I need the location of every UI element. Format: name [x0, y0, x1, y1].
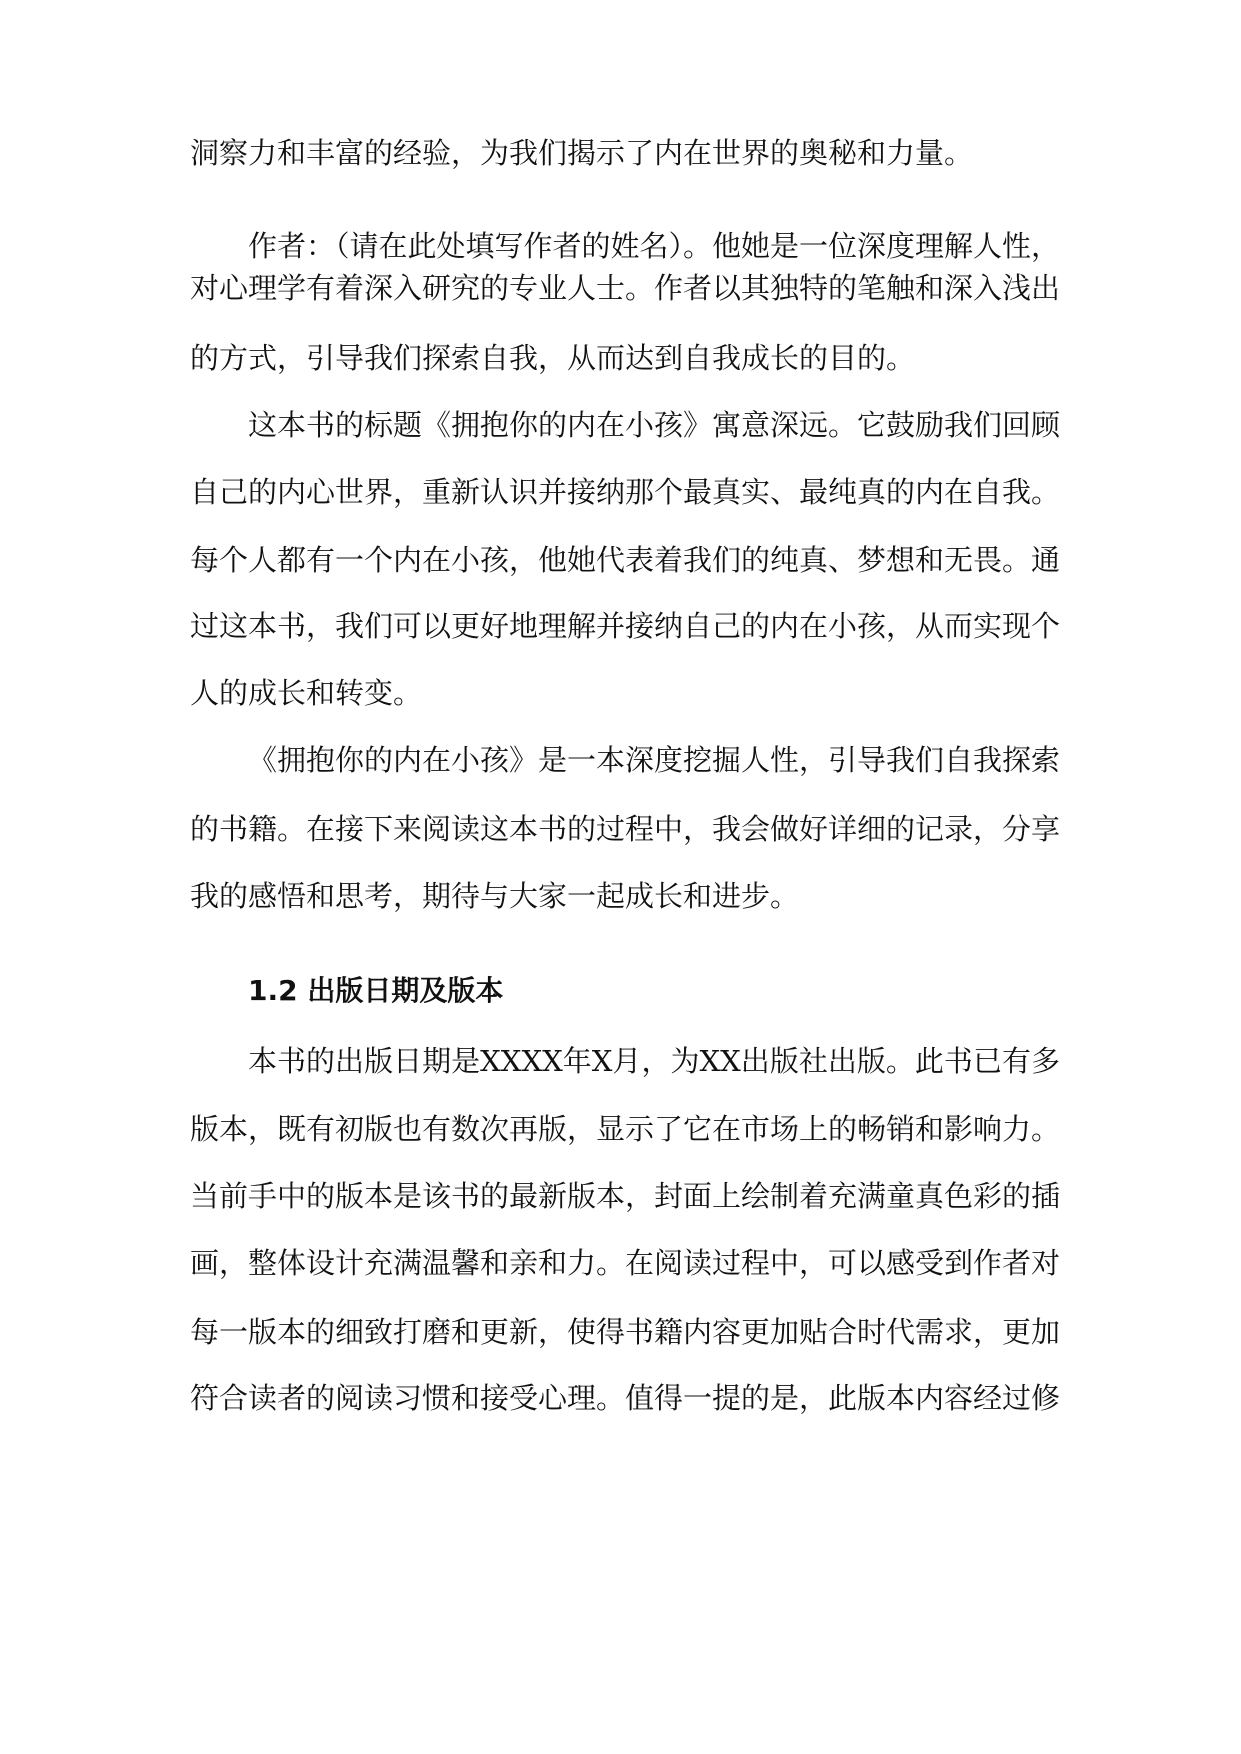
paragraph-line: 符合读者的阅读习惯和接受心理。值得一提的是，此版本内容经过修 — [190, 1381, 1061, 1415]
paragraph-line: 版本，既有初版也有数次再版，显示了它在市场上的畅销和影响力。 — [190, 1112, 1061, 1146]
paragraph-line: 当前手中的版本是该书的最新版本，封面上绘制着充满童真色彩的插 — [190, 1179, 1061, 1213]
paragraph-line: 对心理学有着深入研究的专业人士。作者以其独特的笔触和深入浅出 — [190, 271, 1061, 305]
paragraph-line: 每一版本的细致打磨和更新，使得书籍内容更加贴合时代需求，更加 — [190, 1315, 1061, 1349]
paragraph-line: 这本书的标题《拥抱你的内在小孩》寓意深远。它鼓励我们回顾 — [248, 408, 1061, 442]
paragraph-line: 画，整体设计充满温馨和亲和力。在阅读过程中，可以感受到作者对 — [190, 1246, 1061, 1280]
paragraph-line: 每个人都有一个内在小孩，他她代表着我们的纯真、梦想和无畏。通 — [190, 543, 1061, 577]
paragraph-line: 的书籍。在接下来阅读这本书的过程中，我会做好详细的记录，分享 — [190, 812, 1061, 846]
paragraph-line: 洞察力和丰富的经验，为我们揭示了内在世界的奥秘和力量。 — [190, 136, 974, 170]
paragraph-line: 《拥抱你的内在小孩》是一本深度挖掘人性，引导我们自我探索 — [248, 743, 1061, 777]
paragraph-line: 我的感悟和思考，期待与大家一起成长和进步。 — [190, 879, 800, 913]
paragraph-line: 本书的出版日期是XXXX年X月，为XX出版社出版。此书已有多 — [248, 1044, 1060, 1078]
section-heading — [248, 971, 503, 1011]
paragraph-line: 过这本书，我们可以更好地理解并接纳自己的内在小孩，从而实现个 — [190, 609, 1061, 643]
paragraph-line: 的方式，引导我们探索自我，从而达到自我成长的目的。 — [190, 341, 916, 375]
section-number: 1.2 — [248, 974, 298, 1007]
paragraph-line: 作者：（请在此处填写作者的姓名）。他她是一位深度理解人性， — [248, 229, 1061, 263]
paragraph-line: 自己的内心世界，重新认识并接纳那个最真实、最纯真的内在自我。 — [190, 475, 1061, 509]
paragraph-line: 人的成长和转变。 — [190, 676, 423, 710]
section-title: 出版日期及版本 — [307, 974, 504, 1007]
